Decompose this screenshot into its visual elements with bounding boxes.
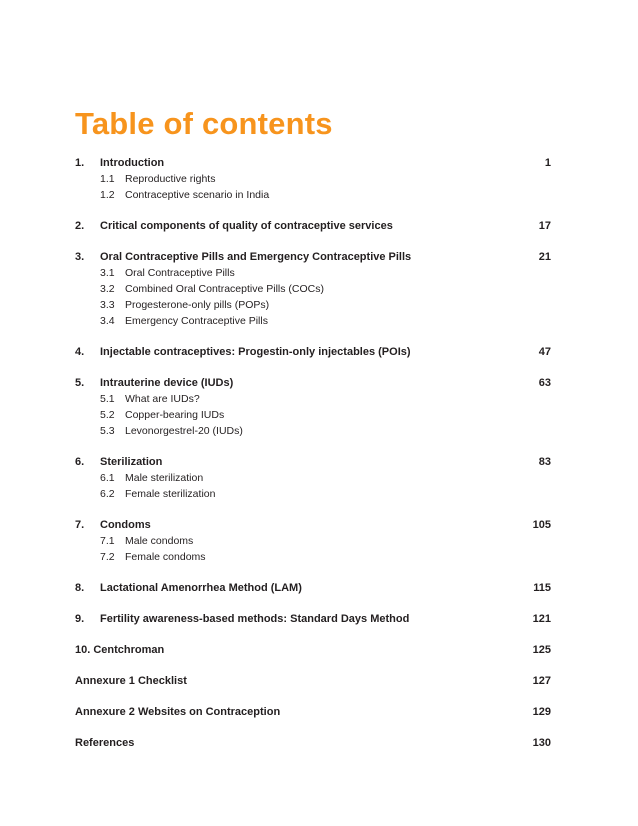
toc-page-number: 121: [532, 613, 551, 625]
toc-page-number: 63: [538, 377, 551, 389]
toc-sublabel: Female sterilization: [125, 488, 216, 500]
toc-entry-condoms: [75, 517, 551, 565]
toc-subentry[interactable]: [75, 391, 551, 407]
toc-heading-row[interactable]: [75, 218, 551, 234]
toc-entry-sterilization: [75, 454, 551, 502]
toc-sublabel: Female condoms: [125, 551, 206, 563]
toc-subentry[interactable]: [75, 281, 551, 297]
toc-page-number: 125: [532, 644, 551, 656]
toc-label: Annexure 1 Checklist: [75, 675, 187, 687]
toc-sublabel: Contraceptive scenario in India: [125, 189, 270, 201]
toc-label: 10. Centchroman: [75, 644, 165, 656]
toc-heading-row[interactable]: [75, 155, 551, 171]
toc-heading-row[interactable]: [75, 517, 551, 533]
toc-page-number: 130: [532, 737, 551, 749]
toc-page-number: 21: [538, 251, 551, 263]
toc-label: Introduction: [100, 157, 165, 169]
toc-label: Oral Contraceptive Pills and Emergency Contraceptive Pills: [100, 251, 412, 263]
toc-subnumber: 1.2: [100, 189, 115, 201]
toc-subnumber: 7.1: [100, 535, 115, 547]
toc-label: Condoms: [100, 519, 151, 531]
toc-subentry[interactable]: [75, 470, 551, 486]
toc-subentry[interactable]: [75, 313, 551, 329]
toc-sublabel: Copper-bearing IUDs: [125, 409, 225, 421]
toc-sublabel: Emergency Contraceptive Pills: [125, 315, 268, 327]
toc-entry-oral-pills: [75, 249, 551, 329]
toc-label: Fertility awareness-based methods: Standard Days Method: [100, 613, 410, 625]
toc-heading-row[interactable]: [75, 249, 551, 265]
toc-subnumber: 3.1: [100, 267, 115, 279]
toc-page-number: 129: [532, 706, 551, 718]
toc-sublabel: Combined Oral Contraceptive Pills (COCs): [125, 283, 324, 295]
toc-subentry[interactable]: [75, 187, 551, 203]
toc-entry-quality-components: [75, 218, 551, 234]
toc-subentry[interactable]: [75, 549, 551, 565]
toc-label: Lactational Amenorrhea Method (LAM): [100, 582, 302, 594]
toc-entry-lam: [75, 580, 551, 596]
toc-entry-fertility-awareness: [75, 611, 551, 627]
toc-number: 1.: [75, 157, 85, 169]
toc-page-number: 1: [544, 157, 551, 169]
toc-sublabel: Levonorgestrel-20 (IUDs): [125, 425, 243, 437]
toc-sublabel: Progesterone-only pills (POPs): [125, 299, 270, 311]
toc-page-number: 115: [533, 582, 551, 594]
toc-subentry[interactable]: [75, 265, 551, 281]
toc-subentry[interactable]: [75, 297, 551, 313]
toc-number: 4.: [75, 346, 85, 358]
toc-heading-row[interactable]: [75, 375, 551, 391]
toc-entry-centchroman: [75, 642, 551, 658]
toc-label: Injectable contraceptives: Progestin-only injectables (POIs): [100, 346, 411, 358]
toc-heading-row[interactable]: [75, 454, 551, 470]
toc-page-number: 105: [532, 519, 551, 531]
toc-entry-references: [75, 735, 551, 751]
toc-subentry[interactable]: [75, 171, 551, 187]
toc-number: 7.: [75, 519, 85, 531]
table-of-contents: [75, 155, 551, 751]
toc-number: 5.: [75, 377, 85, 389]
toc-heading-row[interactable]: [75, 611, 551, 627]
toc-page-number: 83: [538, 456, 551, 468]
toc-heading-row[interactable]: [75, 673, 551, 689]
toc-number: 8.: [75, 582, 85, 594]
toc-subnumber: 7.2: [100, 551, 115, 563]
toc-heading-row[interactable]: [75, 344, 551, 360]
toc-subnumber: 3.3: [100, 299, 115, 311]
toc-subentry[interactable]: [75, 423, 551, 439]
toc-entry-annexure-2: [75, 704, 551, 720]
page-title: Table of contents: [75, 106, 333, 141]
toc-sublabel: Reproductive rights: [125, 173, 216, 185]
toc-number: 9.: [75, 613, 85, 625]
toc-label: Sterilization: [100, 456, 163, 468]
toc-heading-row[interactable]: [75, 704, 551, 720]
toc-heading-row[interactable]: [75, 735, 551, 751]
toc-label: References: [75, 737, 135, 749]
toc-entry-annexure-1: [75, 673, 551, 689]
toc-subnumber: 1.1: [100, 173, 115, 185]
toc-subnumber: 5.3: [100, 425, 115, 437]
toc-page-number: 127: [532, 675, 551, 687]
toc-label: Intrauterine device (IUDs): [100, 377, 234, 389]
toc-heading-row[interactable]: [75, 580, 551, 596]
toc-sublabel: Male sterilization: [125, 472, 204, 484]
toc-sublabel: Oral Contraceptive Pills: [125, 267, 235, 279]
toc-subnumber: 3.2: [100, 283, 115, 295]
toc-page-number: 47: [538, 346, 551, 358]
toc-number: 2.: [75, 220, 85, 232]
toc-subentry[interactable]: [75, 407, 551, 423]
toc-subnumber: 3.4: [100, 315, 115, 327]
toc-subentry[interactable]: [75, 533, 551, 549]
toc-sublabel: What are IUDs?: [125, 393, 200, 405]
toc-number: 3.: [75, 251, 85, 263]
toc-entry-injectables: [75, 344, 551, 360]
toc-number: 6.: [75, 456, 85, 468]
toc-page-number: 17: [538, 220, 551, 232]
toc-subentry[interactable]: [75, 486, 551, 502]
toc-subnumber: 5.1: [100, 393, 115, 405]
toc-heading-row[interactable]: [75, 642, 551, 658]
toc-subnumber: 6.1: [100, 472, 115, 484]
toc-sublabel: Male condoms: [125, 535, 194, 547]
toc-entry-introduction: [75, 155, 551, 203]
toc-subnumber: 6.2: [100, 488, 115, 500]
toc-entry-iud: [75, 375, 551, 439]
toc-label: Critical components of quality of contraceptive services: [100, 220, 393, 232]
toc-label: Annexure 2 Websites on Contraception: [75, 706, 281, 718]
toc-subnumber: 5.2: [100, 409, 115, 421]
